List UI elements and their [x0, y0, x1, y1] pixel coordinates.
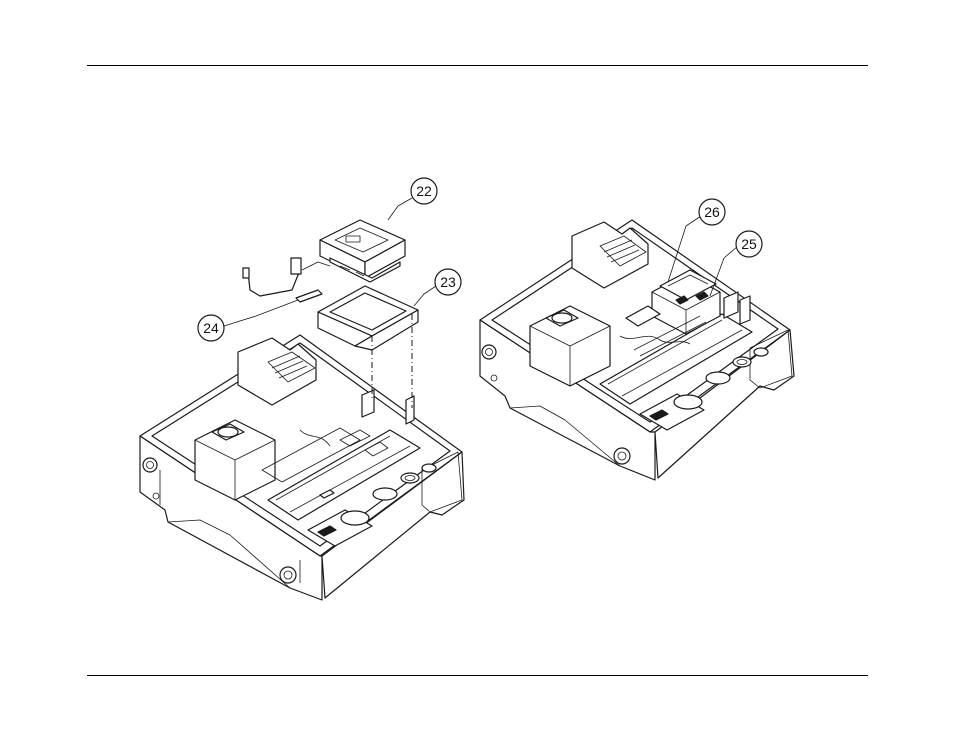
- callout-24: [198, 315, 224, 341]
- cable-24: [243, 258, 330, 302]
- callout-25-label: 25: [741, 236, 757, 252]
- callout-23-label: 23: [440, 274, 456, 290]
- callout-26-label: 26: [704, 204, 720, 220]
- right-enclosure: [480, 220, 794, 480]
- callout-22: [411, 178, 437, 204]
- left-enclosure: [140, 335, 464, 600]
- board-22: [320, 220, 405, 282]
- callout-26: [699, 199, 725, 225]
- callout-22-label: 22: [416, 183, 432, 199]
- callout-25: [736, 231, 762, 257]
- callout-23: [435, 269, 461, 295]
- callout-24-label: 24: [203, 320, 219, 336]
- bracket-23: [318, 286, 418, 350]
